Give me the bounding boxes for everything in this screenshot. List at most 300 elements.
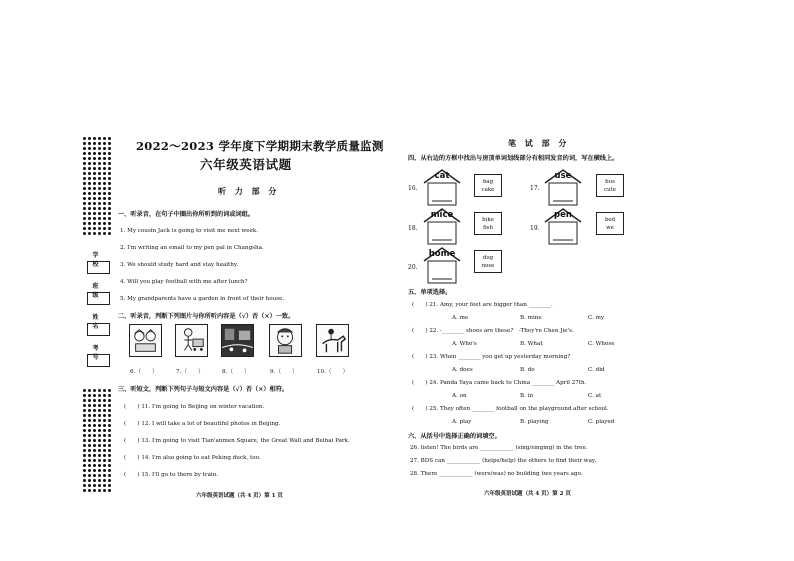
- exam-number-field[interactable]: [87, 354, 110, 367]
- binding-dot: [88, 177, 91, 180]
- binding-dot: [103, 162, 106, 165]
- binding-dot: [93, 182, 96, 185]
- binding-dot: [98, 217, 101, 220]
- picture-9-girl-with-camera: [269, 324, 302, 357]
- binding-dot: [88, 399, 91, 402]
- house-16: [422, 168, 462, 208]
- binding-dot: [88, 469, 91, 472]
- binding-dot: [103, 444, 106, 447]
- house-20: [422, 246, 462, 286]
- listening-section-title: 听 力 部 分: [218, 186, 280, 196]
- section3-item: ( ) 15. I'll go to there by train.: [124, 472, 219, 478]
- binding-dot: [88, 454, 91, 457]
- binding-dot: [108, 177, 111, 180]
- binding-dot: [93, 489, 96, 492]
- mc-option-c[interactable]: C. Whose: [588, 341, 615, 347]
- binding-dot: [103, 147, 106, 150]
- binding-dot: [103, 212, 106, 215]
- picture-9-answer[interactable]: 9.（ ）: [270, 369, 298, 375]
- binding-dot: [88, 459, 91, 462]
- binding-dot: [103, 197, 106, 200]
- binding-dot: [93, 394, 96, 397]
- binding-dot: [103, 459, 106, 462]
- binding-dot: [108, 489, 111, 492]
- binding-dot: [88, 232, 91, 235]
- binding-dot: [88, 182, 91, 185]
- binding-dot: [88, 227, 91, 230]
- binding-dot: [83, 464, 86, 467]
- exam-title-line2: 六年级英语试题: [200, 157, 292, 172]
- binding-dot: [93, 449, 96, 452]
- binding-dot: [103, 152, 106, 155]
- binding-dot: [108, 469, 111, 472]
- binding-dot: [103, 424, 106, 427]
- binding-dot: [98, 142, 101, 145]
- binding-dot: [93, 172, 96, 175]
- wordbox-16-word: bag: [482, 179, 494, 185]
- picture-10-answer[interactable]: 10.（ ）: [317, 369, 349, 375]
- binding-dot: [93, 212, 96, 215]
- section1-item: 5. My grandparents have a garden in front of their house.: [120, 296, 285, 302]
- binding-dot: [83, 227, 86, 230]
- binding-dot: [108, 162, 111, 165]
- house-19-word: pen: [554, 210, 572, 220]
- binding-dot: [108, 464, 111, 467]
- binding-dot: [98, 389, 101, 392]
- binding-dot: [93, 484, 96, 487]
- binding-dot: [93, 137, 96, 140]
- binding-dot: [103, 222, 106, 225]
- binding-dot: [108, 172, 111, 175]
- binding-dot: [103, 232, 106, 235]
- binding-dot: [93, 414, 96, 417]
- binding-dot: [98, 409, 101, 412]
- binding-dot: [103, 182, 106, 185]
- binding-dot: [88, 414, 91, 417]
- binding-dot: [103, 399, 106, 402]
- binding-dot: [93, 469, 96, 472]
- section3-item: ( ) 14. I'm also going to eat Peking duck, too.: [124, 455, 261, 461]
- mc-question: ( ) 21. Amy, your feet are bigger than ________.: [412, 302, 553, 308]
- binding-dot: [93, 399, 96, 402]
- binding-dot: [108, 444, 111, 447]
- section1-item: 2. I'm writing an email to my pen pal in Changsha.: [120, 245, 264, 251]
- binding-dot: [93, 419, 96, 422]
- item-16-number: 16.: [408, 185, 418, 192]
- binding-dot: [108, 409, 111, 412]
- binding-dot: [93, 454, 96, 457]
- binding-dot: [103, 409, 106, 412]
- section6-heading: 六、从括号中选择正确的词填空。: [408, 433, 501, 440]
- binding-dot: [83, 232, 86, 235]
- picture-8-street-scene: [221, 324, 254, 357]
- binding-dot: [83, 489, 86, 492]
- wordbox-20-word: dog: [482, 255, 494, 261]
- binding-dot: [93, 177, 96, 180]
- binding-dot: [108, 424, 111, 427]
- right-page-footer: 六年级英语试题（共 4 页）第 2 页: [484, 491, 571, 497]
- binding-dot: [83, 137, 86, 140]
- binding-dot: [83, 419, 86, 422]
- binding-dot: [83, 479, 86, 482]
- binding-dot: [103, 474, 106, 477]
- section3-item: ( ) 13. I'm going to visit Tian'anmen Square, the Great Wall and Beihai Park.: [124, 438, 350, 444]
- binding-dot: [88, 449, 91, 452]
- mc-option-b[interactable]: B. playing: [520, 419, 549, 425]
- house-18-word: mice: [430, 210, 454, 220]
- binding-dot: [83, 444, 86, 447]
- binding-dot: [103, 207, 106, 210]
- binding-dot: [93, 152, 96, 155]
- binding-dot: [103, 187, 106, 190]
- fill-blank-item: 26. listen! The birds are ____________ (sing/singing) in the tree.: [410, 445, 588, 451]
- binding-dot: [103, 434, 106, 437]
- binding-dot: [108, 459, 111, 462]
- binding-dot: [93, 474, 96, 477]
- exam-number-label: 考 号: [92, 345, 104, 361]
- binding-dot: [98, 439, 101, 442]
- binding-dot: [83, 439, 86, 442]
- binding-dot: [103, 484, 106, 487]
- binding-dot: [83, 394, 86, 397]
- binding-dot: [108, 137, 111, 140]
- binding-dot: [98, 444, 101, 447]
- binding-dot: [83, 197, 86, 200]
- binding-dot: [93, 439, 96, 442]
- binding-dot: [93, 464, 96, 467]
- binding-dot: [98, 192, 101, 195]
- binding-dot: [88, 404, 91, 407]
- binding-dot: [108, 389, 111, 392]
- binding-dot: [108, 439, 111, 442]
- binding-dot: [98, 394, 101, 397]
- class-label: 班 级: [92, 283, 104, 299]
- item-17-number: 17.: [530, 185, 540, 192]
- binding-dot: [98, 162, 101, 165]
- binding-dot: [98, 479, 101, 482]
- binding-dot: [83, 142, 86, 145]
- picture-7-answer[interactable]: 7.（ ）: [176, 369, 204, 375]
- binding-dot: [98, 484, 101, 487]
- binding-dot: [103, 469, 106, 472]
- binding-dot: [103, 454, 106, 457]
- binding-dot: [103, 449, 106, 452]
- binding-dot: [83, 187, 86, 190]
- wordbox-20: [474, 250, 502, 273]
- binding-dot: [83, 212, 86, 215]
- binding-dot: [83, 157, 86, 160]
- binding-dot: [108, 187, 111, 190]
- mc-option-a[interactable]: A. Who's: [452, 341, 477, 347]
- binding-dot: [98, 454, 101, 457]
- binding-dot: [108, 212, 111, 215]
- section3-item: ( ) 11. I'm going to Beijing on winter vacation.: [124, 404, 265, 410]
- binding-dot: [98, 137, 101, 140]
- binding-dot: [88, 192, 91, 195]
- binding-dot: [108, 399, 111, 402]
- wordbox-18-word: fish: [483, 225, 493, 231]
- binding-dot: [88, 137, 91, 140]
- binding-dot: [88, 424, 91, 427]
- item-20-number: 20.: [408, 264, 418, 271]
- binding-dot: [88, 439, 91, 442]
- binding-dot: [108, 429, 111, 432]
- binding-dot: [93, 167, 96, 170]
- binding-dot: [103, 479, 106, 482]
- mc-question: ( ) 23. When ________ you get up yesterday morning?: [412, 354, 571, 360]
- binding-dot: [83, 484, 86, 487]
- item-18-number: 18.: [408, 225, 418, 232]
- binding-dot: [93, 232, 96, 235]
- binding-dot: [83, 389, 86, 392]
- binding-dot: [93, 227, 96, 230]
- binding-dot: [93, 429, 96, 432]
- binding-dot: [88, 217, 91, 220]
- class-field[interactable]: [87, 292, 110, 305]
- binding-dot: [98, 449, 101, 452]
- mc-option-b[interactable]: B. in: [520, 393, 534, 399]
- name-field[interactable]: [87, 323, 110, 336]
- binding-dot: [103, 429, 106, 432]
- binding-dot: [98, 434, 101, 437]
- binding-dot: [83, 207, 86, 210]
- binding-dot: [83, 454, 86, 457]
- binding-dot: [103, 142, 106, 145]
- binding-dot: [88, 212, 91, 215]
- binding-dot: [88, 167, 91, 170]
- section2-heading: 二、听录音，判断下列图片与你所听内容是（√）否（×）一致。: [118, 313, 295, 320]
- binding-dot: [93, 444, 96, 447]
- wordbox-18: [474, 212, 502, 235]
- binding-dot: [103, 439, 106, 442]
- mc-option-a[interactable]: A. me: [452, 315, 469, 321]
- section1-heading: 一、听录音，在句子中圈出你所听到的词或词组。: [118, 211, 255, 218]
- binding-dot: [103, 157, 106, 160]
- binding-dot: [88, 172, 91, 175]
- binding-dot: [108, 227, 111, 230]
- binding-dot: [83, 474, 86, 477]
- binding-dot: [108, 232, 111, 235]
- mc-option-c[interactable]: C. at: [588, 393, 602, 399]
- wordbox-17: [596, 174, 624, 197]
- mc-question: ( ) 24. Panda Yaya came back to China ________ April 27th.: [412, 380, 587, 386]
- binding-dot: [88, 222, 91, 225]
- binding-dot: [108, 484, 111, 487]
- binding-dot: [103, 489, 106, 492]
- binding-dot: [98, 429, 101, 432]
- binding-dot: [103, 177, 106, 180]
- binding-dot: [83, 449, 86, 452]
- house-19: [543, 207, 583, 247]
- binding-dot: [108, 197, 111, 200]
- house-18: [422, 207, 462, 247]
- binding-dot: [88, 479, 91, 482]
- binding-dot: [93, 192, 96, 195]
- exam-title-line1: 2022～2023 学年度下学期期末教学质量监测: [136, 139, 384, 153]
- wordbox-19-word: bed: [604, 217, 616, 223]
- binding-dot: [83, 182, 86, 185]
- mc-option-a[interactable]: A. does: [452, 367, 473, 373]
- binding-dot: [93, 202, 96, 205]
- binding-dot: [93, 187, 96, 190]
- binding-dot: [88, 489, 91, 492]
- binding-dot: [98, 419, 101, 422]
- left-page-footer: 六年级英语试题（共 4 页）第 1 页: [196, 493, 283, 499]
- house-17: [543, 168, 583, 208]
- binding-dot: [83, 152, 86, 155]
- binding-dot: [103, 419, 106, 422]
- mc-option-b[interactable]: B. What: [520, 341, 543, 347]
- wordbox-20-word: nose: [481, 263, 495, 269]
- binding-dot: [108, 474, 111, 477]
- binding-dot: [93, 389, 96, 392]
- mc-option-c[interactable]: C. did: [588, 367, 605, 373]
- binding-dot: [103, 404, 106, 407]
- binding-dot: [93, 222, 96, 225]
- binding-dot: [98, 424, 101, 427]
- school-field[interactable]: [87, 261, 110, 274]
- mc-option-a[interactable]: A. play: [452, 419, 472, 425]
- binding-dot: [83, 399, 86, 402]
- binding-dot: [108, 142, 111, 145]
- binding-dot: [98, 464, 101, 467]
- section1-item: 3. We should study hard and stay healthy.: [120, 262, 239, 268]
- mc-option-b[interactable]: B. do: [520, 367, 535, 373]
- binding-dot: [83, 177, 86, 180]
- house-16-word: cat: [434, 171, 450, 181]
- mc-question: ( ) 22. -________ shoes are these? -They're Chen Jie's.: [412, 328, 574, 334]
- binding-dot: [103, 414, 106, 417]
- binding-dot: [88, 434, 91, 437]
- binding-dot: [98, 187, 101, 190]
- binding-dot: [108, 182, 111, 185]
- binding-dot: [83, 217, 86, 220]
- binding-dots-top: [82, 136, 112, 236]
- binding-dot: [93, 217, 96, 220]
- binding-dot: [103, 217, 106, 220]
- binding-dot: [98, 157, 101, 160]
- binding-dot: [108, 147, 111, 150]
- binding-dot: [83, 192, 86, 195]
- binding-dot: [88, 389, 91, 392]
- binding-dot: [93, 142, 96, 145]
- binding-dot: [88, 419, 91, 422]
- binding-dot: [108, 479, 111, 482]
- binding-dots-bottom: [82, 388, 112, 493]
- binding-dot: [83, 202, 86, 205]
- wordbox-16-word: cake: [481, 187, 495, 193]
- binding-dot: [108, 434, 111, 437]
- binding-dot: [98, 232, 101, 235]
- binding-dot: [88, 152, 91, 155]
- binding-dot: [88, 147, 91, 150]
- section4-heading: 四、从右边的方框中找出与房顶单词划线部分有相同发音的词，写在横线上。: [408, 155, 619, 162]
- section3-heading: 三、听短文，判断下列句子与短文内容是（√）否（×）相符。: [118, 386, 289, 393]
- binding-dot: [83, 404, 86, 407]
- binding-dot: [83, 459, 86, 462]
- school-label: 学 校: [92, 252, 104, 268]
- binding-dot: [108, 414, 111, 417]
- binding-dot: [98, 152, 101, 155]
- house-17-word: use: [554, 171, 572, 181]
- picture-6-answer[interactable]: 6.（ ）: [130, 369, 158, 375]
- fill-blank-item: 27. BDS can ____________ (helps/help) the others to find their way.: [410, 458, 597, 464]
- binding-dot: [108, 207, 111, 210]
- binding-dot: [88, 464, 91, 467]
- binding-dot: [93, 147, 96, 150]
- binding-dot: [98, 399, 101, 402]
- wordbox-17-word: bus: [605, 179, 615, 185]
- binding-dot: [93, 157, 96, 160]
- picture-7-shopping-cart: [175, 324, 208, 357]
- mc-option-c[interactable]: C. my: [588, 315, 605, 321]
- binding-dot: [98, 212, 101, 215]
- binding-dot: [98, 489, 101, 492]
- binding-dot: [98, 172, 101, 175]
- picture-10-horse-rider: [316, 324, 349, 357]
- binding-dot: [103, 192, 106, 195]
- binding-dot: [98, 474, 101, 477]
- binding-dot: [88, 409, 91, 412]
- binding-dot: [103, 172, 106, 175]
- binding-dot: [98, 182, 101, 185]
- binding-dot: [93, 404, 96, 407]
- binding-dot: [103, 167, 106, 170]
- binding-dot: [103, 394, 106, 397]
- binding-dot: [108, 419, 111, 422]
- item-19-number: 19.: [530, 225, 540, 232]
- binding-dot: [88, 202, 91, 205]
- picture-8-answer[interactable]: 8.（ ）: [222, 369, 250, 375]
- binding-dot: [98, 414, 101, 417]
- binding-dot: [103, 227, 106, 230]
- binding-dot: [83, 429, 86, 432]
- picture-6-kids-reading: [129, 324, 162, 357]
- binding-dot: [93, 434, 96, 437]
- written-section-title: 笔 试 部 分: [508, 138, 570, 148]
- binding-dot: [103, 202, 106, 205]
- section1-item: 4. Will you play football with me after lunch?: [120, 279, 248, 285]
- binding-dot: [98, 202, 101, 205]
- binding-dot: [98, 227, 101, 230]
- binding-dot: [93, 459, 96, 462]
- wordbox-16: [474, 174, 502, 197]
- binding-dot: [88, 197, 91, 200]
- mc-option-a[interactable]: A. on: [452, 393, 467, 399]
- binding-dot: [108, 192, 111, 195]
- wordbox-19: [596, 212, 624, 235]
- binding-dot: [83, 162, 86, 165]
- wordbox-18-word: bike: [482, 217, 494, 223]
- binding-dot: [98, 469, 101, 472]
- binding-dot: [88, 484, 91, 487]
- mc-option-b[interactable]: B. mine: [520, 315, 542, 321]
- binding-dot: [83, 434, 86, 437]
- binding-dot: [108, 157, 111, 160]
- name-label: 姓 名: [92, 314, 104, 330]
- section5-heading: 五、单项选择。: [408, 289, 452, 296]
- binding-dot: [83, 172, 86, 175]
- mc-option-c[interactable]: C. played: [588, 419, 615, 425]
- binding-dot: [98, 147, 101, 150]
- binding-dot: [98, 167, 101, 170]
- binding-dot: [98, 459, 101, 462]
- binding-dot: [83, 147, 86, 150]
- binding-dot: [108, 394, 111, 397]
- binding-dot: [93, 479, 96, 482]
- binding-dot: [108, 152, 111, 155]
- binding-dot: [88, 444, 91, 447]
